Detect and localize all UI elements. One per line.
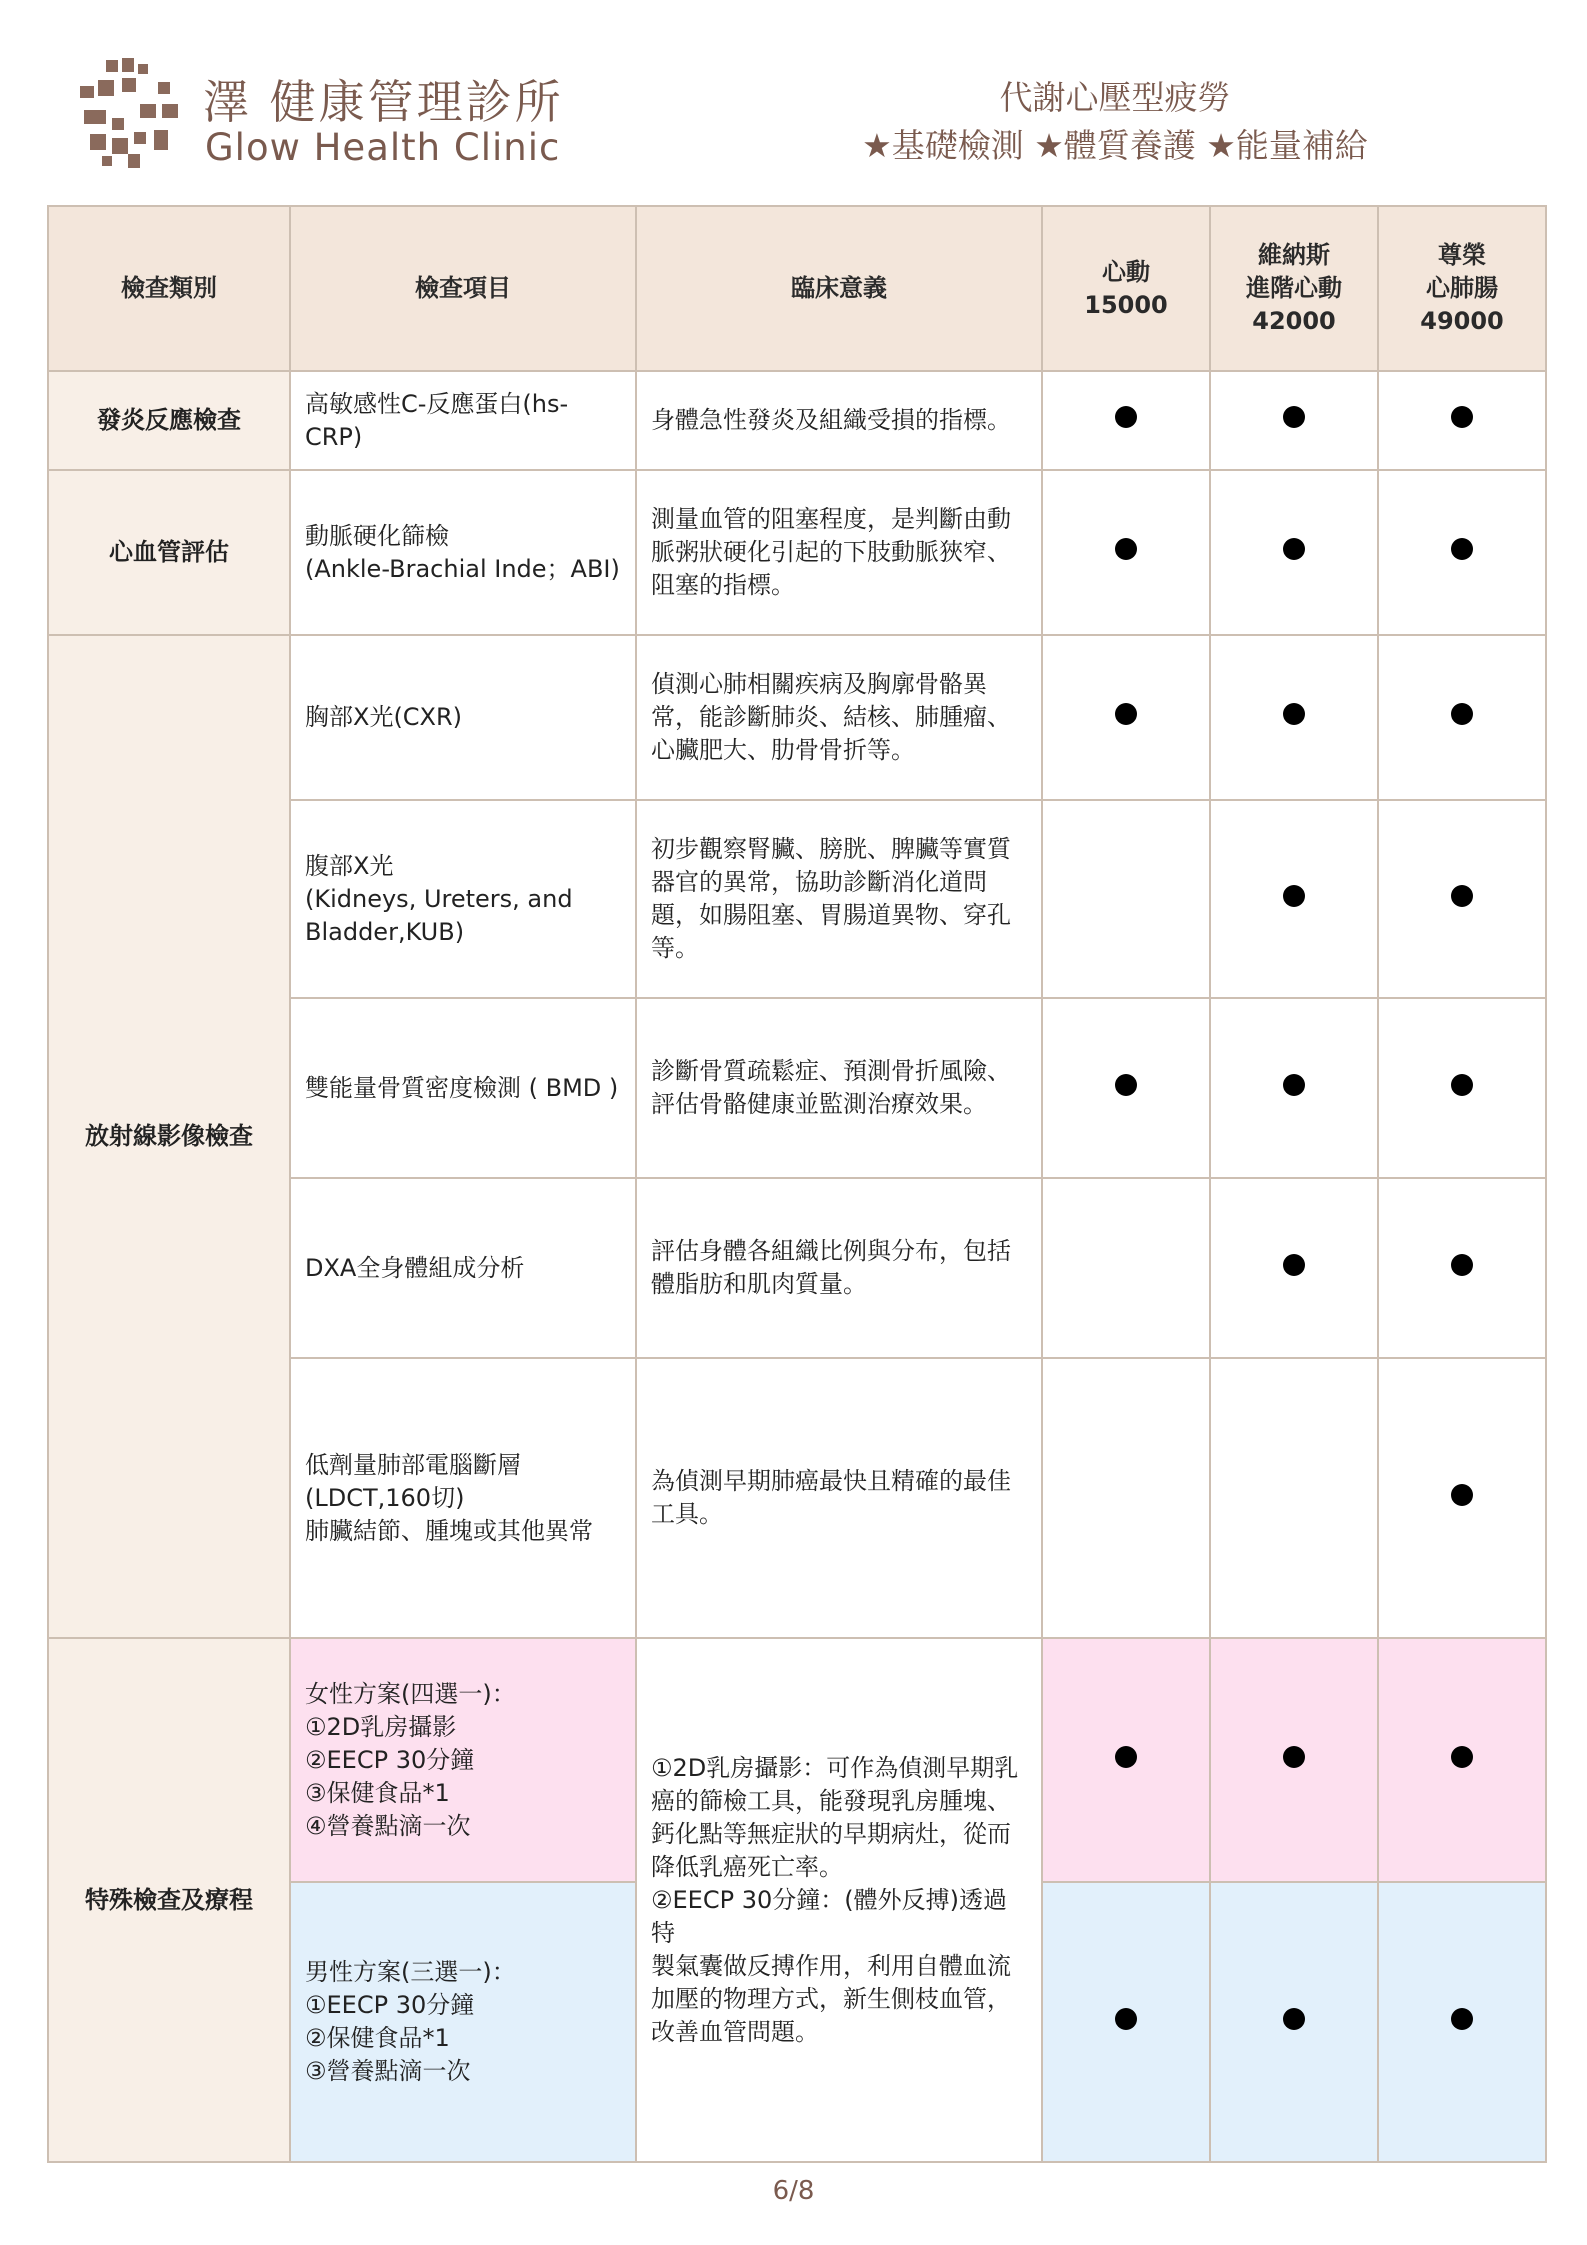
meaning-cell: 身體急性發炎及組織受損的指標。	[636, 371, 1042, 470]
category-cell: 發炎反應檢查	[48, 371, 290, 470]
meaning-cell: 評估身體各組織比例與分布，包括 體脂肪和肌肉質量。	[636, 1178, 1042, 1358]
item-cell: 男性方案(三選一)： ①EECP 30分鐘 ②保健食品*1 ③營養點滴一次	[290, 1882, 636, 2162]
plan-cell	[1378, 1358, 1546, 1638]
plan-tagline: ★基礎檢測 ★體質養護 ★能量補給	[862, 126, 1368, 165]
included-dot-icon	[1115, 538, 1137, 560]
included-dot-icon	[1283, 1746, 1305, 1768]
included-dot-icon	[1451, 1074, 1473, 1096]
plan-subtitle: 代謝心壓型疲勞	[999, 78, 1231, 117]
included-dot-icon	[1115, 1746, 1137, 1768]
plan-cell	[1210, 470, 1378, 635]
included-dot-icon	[1451, 406, 1473, 428]
included-dot-icon	[1451, 2008, 1473, 2030]
plan-cell	[1042, 371, 1210, 470]
header-meaning: 臨床意義	[636, 206, 1042, 371]
meaning-cell: 診斷骨質疏鬆症、預測骨折風險、 評估骨骼健康並監測治療效果。	[636, 998, 1042, 1178]
included-dot-icon	[1115, 1074, 1137, 1096]
category-cell: 特殊檢查及療程	[48, 1638, 290, 2162]
meaning-cell: 為偵測早期肺癌最快且精確的最佳 工具。	[636, 1358, 1042, 1638]
plan-cell	[1378, 1178, 1546, 1358]
item-cell: 女性方案(四選一)： ①2D乳房攝影 ②EECP 30分鐘 ③保健食品*1 ④營養點滴一次	[290, 1638, 636, 1882]
item-cell: 動脈硬化篩檢 (Ankle-Brachial Inde；ABI)	[290, 470, 636, 635]
plan-cell	[1378, 1638, 1546, 1882]
plan-cell	[1210, 1178, 1378, 1358]
header-plan-1: 心動 15000	[1042, 206, 1210, 371]
included-dot-icon	[1451, 538, 1473, 560]
clinic-logo-icon	[78, 58, 184, 170]
plan-cell	[1210, 800, 1378, 998]
header-category: 檢查類別	[48, 206, 290, 371]
meaning-cell: 偵測心肺相關疾病及胸廓骨骼異 常，能診斷肺炎、結核、肺腫瘤、 心臟肥大、肋骨骨折等。	[636, 635, 1042, 800]
plan-cell	[1042, 1178, 1210, 1358]
table-header-row	[48, 206, 1546, 371]
meaning-cell: ①2D乳房攝影：可作為偵測早期乳 癌的篩檢工具，能發現乳房腫塊、 鈣化點等無症狀的早期病灶，從而 降低乳癌死亡率。 ②EECP 30分鐘：(體外反搏)透過特 製氣囊做反搏作用，利用自體血流 加壓的物理方式，新生側枝血管， 改善血管問題。	[636, 1638, 1042, 2162]
item-cell: 低劑量肺部電腦斷層 (LDCT,160切) 肺臟結節、腫塊或其他異常	[290, 1358, 636, 1638]
header-plan-3: 尊榮 心肺腸 49000	[1378, 206, 1546, 371]
included-dot-icon	[1283, 406, 1305, 428]
included-dot-icon	[1115, 703, 1137, 725]
included-dot-icon	[1283, 538, 1305, 560]
included-dot-icon	[1283, 1254, 1305, 1276]
page-header	[0, 0, 1587, 200]
included-dot-icon	[1451, 703, 1473, 725]
plan-cell	[1042, 1882, 1210, 2162]
plan-cell	[1042, 998, 1210, 1178]
meaning-cell: 測量血管的阻塞程度，是判斷由動 脈粥狀硬化引起的下肢動脈狹窄、 阻塞的指標。	[636, 470, 1042, 635]
plan-cell	[1042, 1638, 1210, 1882]
plan-cell	[1378, 470, 1546, 635]
plan-cell	[1378, 635, 1546, 800]
table-row	[48, 635, 1546, 800]
meaning-cell: 初步觀察腎臟、膀胱、脾臟等實質 器官的異常，協助診斷消化道問 題，如腸阻塞、胃腸道異物、穿孔 等。	[636, 800, 1042, 998]
table-row	[48, 371, 1546, 470]
included-dot-icon	[1451, 885, 1473, 907]
included-dot-icon	[1451, 1484, 1473, 1506]
included-dot-icon	[1451, 1254, 1473, 1276]
included-dot-icon	[1283, 1074, 1305, 1096]
included-dot-icon	[1451, 1746, 1473, 1768]
plan-cell	[1378, 371, 1546, 470]
clinic-name-zh: 澤 健康管理診所	[203, 75, 564, 129]
table-row-female-plan	[48, 1638, 1546, 1882]
included-dot-icon	[1283, 2008, 1305, 2030]
included-dot-icon	[1283, 703, 1305, 725]
plan-cell	[1210, 998, 1378, 1178]
item-cell: 高敏感性C-反應蛋白(hs-CRP)	[290, 371, 636, 470]
category-cell: 放射線影像檢查	[48, 635, 290, 1638]
plan-cell	[1042, 635, 1210, 800]
plan-cell	[1042, 800, 1210, 998]
included-dot-icon	[1283, 885, 1305, 907]
plan-cell	[1210, 635, 1378, 800]
item-cell: 腹部X光 (Kidneys, Ureters, and Bladder,KUB)	[290, 800, 636, 998]
item-cell: DXA全身體組成分析	[290, 1178, 636, 1358]
included-dot-icon	[1115, 406, 1137, 428]
table-row	[48, 470, 1546, 635]
header-item: 檢查項目	[290, 206, 636, 371]
exam-table	[47, 205, 1547, 2163]
plan-cell	[1378, 998, 1546, 1178]
category-cell: 心血管評估	[48, 470, 290, 635]
item-cell: 雙能量骨質密度檢測 ( BMD )	[290, 998, 636, 1178]
item-cell: 胸部X光(CXR)	[290, 635, 636, 800]
header-plan-2: 維納斯 進階心動 42000	[1210, 206, 1378, 371]
plan-cell	[1378, 800, 1546, 998]
included-dot-icon	[1115, 2008, 1137, 2030]
plan-cell	[1210, 1882, 1378, 2162]
plan-cell	[1042, 1358, 1210, 1638]
plan-cell	[1210, 1638, 1378, 1882]
plan-cell	[1210, 1358, 1378, 1638]
page-number: 6/8	[772, 2176, 815, 2206]
plan-cell	[1042, 470, 1210, 635]
clinic-name-en: Glow Health Clinic	[205, 126, 561, 169]
plan-cell	[1378, 1882, 1546, 2162]
plan-cell	[1210, 371, 1378, 470]
